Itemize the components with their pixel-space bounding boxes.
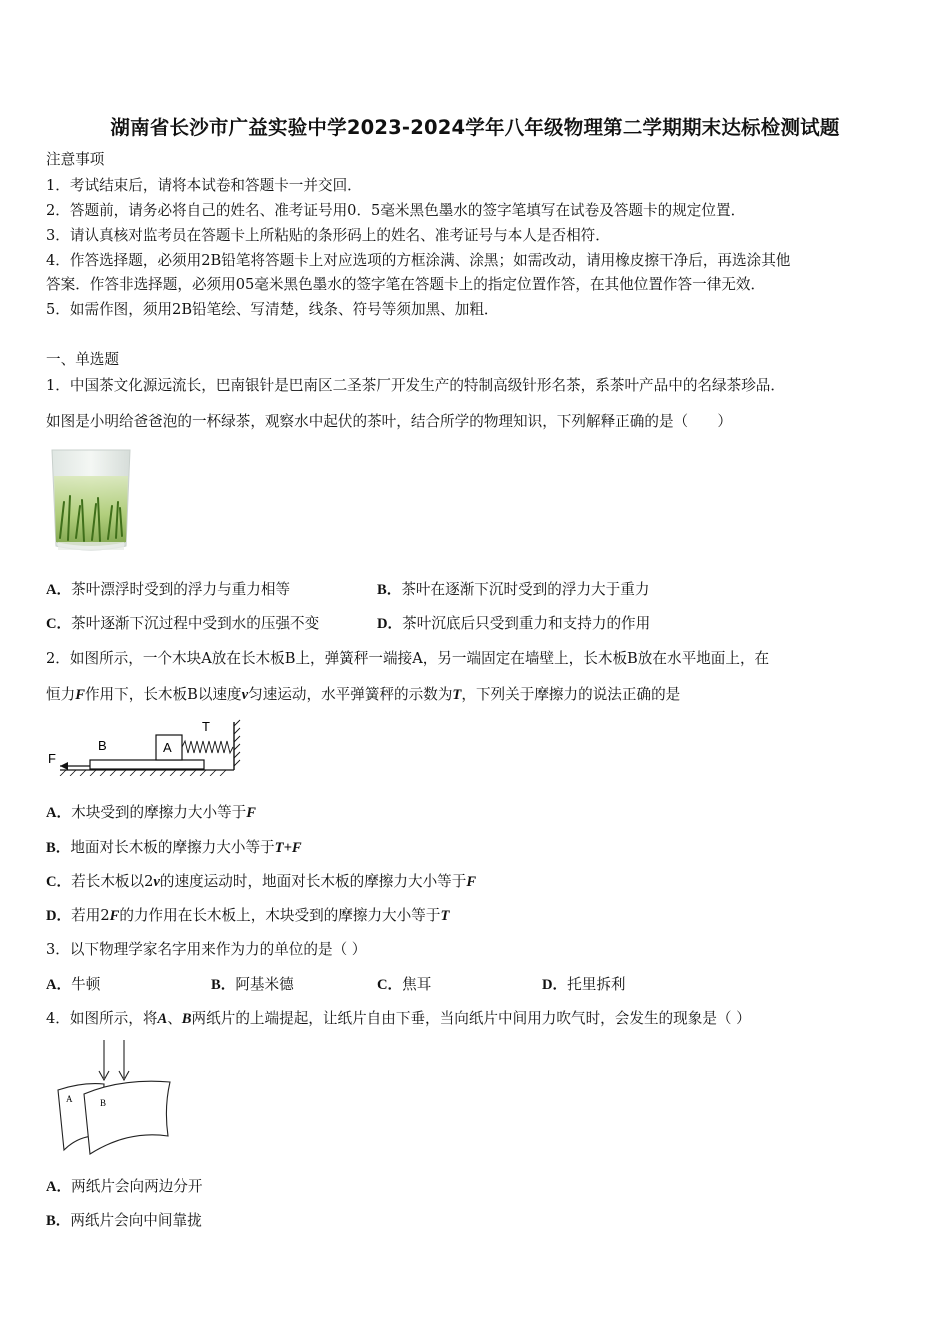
notice-item: 5．如需作图，须用2B铅笔绘、写清楚，线条、符号等须加黑、加粗． bbox=[46, 301, 499, 318]
q2-stem-line1: 2．如图所示，一个木块A放在长木板B上，弹簧秤一端接A，另一端固定在墙壁上，长木板B放在水平地面上，在 bbox=[46, 650, 770, 667]
label-a: A bbox=[163, 740, 172, 755]
block-spring-diagram bbox=[46, 714, 246, 776]
notice-item: 4．作答选择题，必须用2B铅笔将答题卡上对应选项的方框涂满、涂黑；如需改动，请用橡皮擦干净后，再选涂其他 bbox=[46, 252, 791, 269]
q4-stem: 4．如图所示，将A、B两纸片的上端提起，让纸片自由下垂，当向纸片中间用力吹气时，会发生的现象是（ ） bbox=[46, 1010, 751, 1027]
q1-option-b[interactable]: B．茶叶在逐渐下沉时受到的浮力大于重力 bbox=[377, 581, 650, 598]
paper-sheets-diagram bbox=[52, 1038, 176, 1156]
q2-option-a[interactable]: A．木块受到的摩擦力大小等于F bbox=[46, 804, 257, 821]
label-a: A bbox=[66, 1094, 73, 1104]
q1-option-a[interactable]: A．茶叶漂浮时受到的浮力与重力相等 bbox=[46, 581, 291, 598]
q3-stem: 3．以下物理学家名字用来作为力的单位的是（ ） bbox=[46, 941, 367, 958]
q2-stem-line2: 恒力F作用下，长木板B以速度v匀速运动，水平弹簧秤的示数为T，下列关于摩擦力的说法正确的是 bbox=[46, 686, 681, 703]
q1-option-c[interactable]: C．茶叶逐渐下沉过程中受到水的压强不变 bbox=[46, 615, 320, 632]
page-title: 湖南省长沙市广益实验中学2023-2024学年八年级物理第二学期期末达标检测试题 bbox=[110, 116, 840, 139]
label-t: T bbox=[202, 719, 210, 734]
green-tea-cup-image bbox=[46, 446, 136, 556]
notice-item: 1．考试结束后，请将本试卷和答题卡一并交回． bbox=[46, 177, 362, 194]
q3-option-b[interactable]: B．阿基米德 bbox=[211, 976, 294, 993]
q2-option-b[interactable]: B．地面对长木板的摩擦力大小等于T+F bbox=[46, 839, 302, 856]
label-f: F bbox=[48, 751, 56, 766]
notice-item: 2．答题前，请务必将自己的姓名、准考证号用0．5毫米黑色墨水的签字笔填写在试卷及答题卡的规定位置． bbox=[46, 202, 746, 219]
q1-option-d[interactable]: D．茶叶沉底后只受到重力和支持力的作用 bbox=[377, 615, 651, 632]
q3-option-d[interactable]: D．托里拆利 bbox=[542, 976, 626, 993]
q4-option-a[interactable]: A．两纸片会向两边分开 bbox=[46, 1178, 203, 1195]
q2-option-c[interactable]: C．若长木板以2v的速度运动时，地面对长木板的摩擦力大小等于F bbox=[46, 873, 477, 890]
notice-item: 答案．作答非选择题，必须用05毫米黑色墨水的签字笔在答题卡上的指定位置作答，在其他位置作答一律无效． bbox=[46, 276, 766, 293]
label-b: B bbox=[98, 738, 107, 753]
q4-option-b[interactable]: B．两纸片会向中间靠拢 bbox=[46, 1212, 202, 1229]
q2-option-d[interactable]: D．若用2F的力作用在长木板上，木块受到的摩擦力大小等于T bbox=[46, 907, 450, 924]
q3-option-c[interactable]: C．焦耳 bbox=[377, 976, 432, 993]
q3-option-a[interactable]: A．牛顿 bbox=[46, 976, 101, 993]
q1-stem-line1: 1．中国茶文化源远流长，巴南银针是巴南区二圣茶厂开发生产的特制高级针形名茶，系茶叶产品中的名绿茶珍品． bbox=[46, 377, 785, 394]
section-heading: 一、单选题 bbox=[46, 351, 119, 368]
label-b: B bbox=[100, 1098, 107, 1108]
q1-stem-line2: 如图是小明给爸爸泡的一杯绿茶，观察水中起伏的茶叶，结合所学的物理知识，下列解释正确的是（ ） bbox=[46, 413, 732, 430]
notice-heading: 注意事项 bbox=[46, 151, 105, 168]
notice-item: 3．请认真核对监考员在答题卡上所粘贴的条形码上的姓名、准考证号与本人是否相符． bbox=[46, 227, 610, 244]
